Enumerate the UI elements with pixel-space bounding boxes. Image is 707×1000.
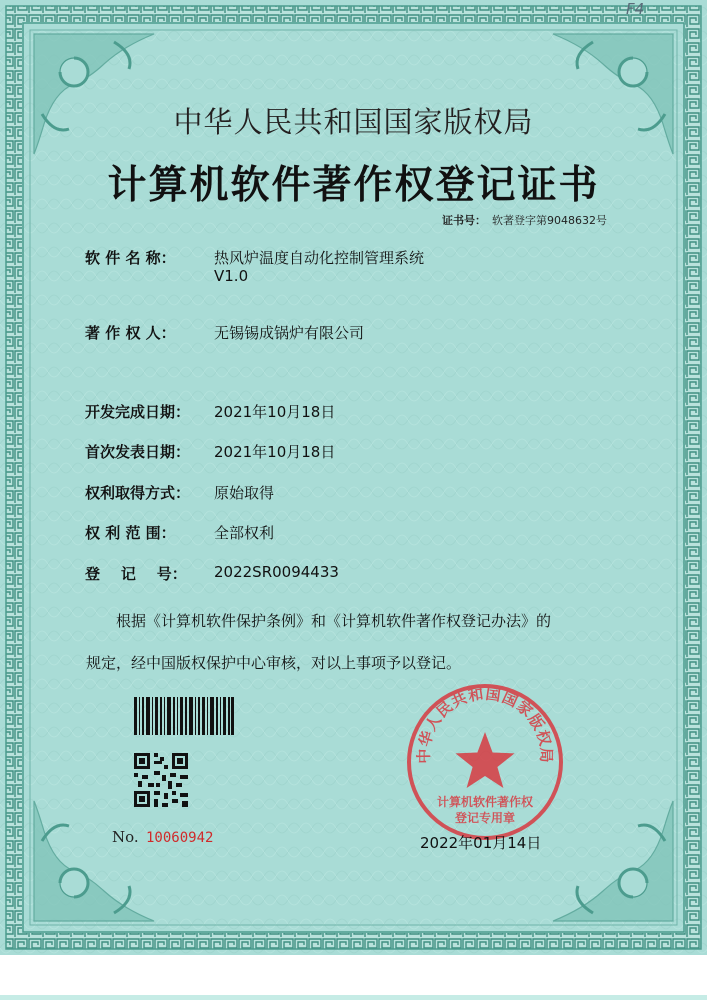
completion-date-value: 2021年10月18日 — [214, 403, 336, 421]
acquisition-method-value: 原始取得 — [214, 484, 275, 502]
certificate-number-label: 证书号： — [442, 214, 486, 227]
handwritten-mark: F4 — [626, 0, 645, 18]
rights-scope-label: 权 利 范 围： — [85, 524, 176, 542]
rights-scope-value: 全部权利 — [214, 524, 275, 542]
publication-date-value: 2021年10月18日 — [214, 443, 336, 461]
seal-bottom-text-1: 计算机软件著作权 — [436, 795, 534, 809]
barcode-icon — [134, 697, 234, 735]
seal-top-text: 中华人民共和国国家版权局 — [414, 684, 556, 764]
serial-number-value: 10060942 — [146, 830, 214, 846]
official-seal — [405, 682, 565, 842]
copyright-owner-value: 无锡锡成锅炉有限公司 — [214, 324, 365, 342]
certificate-number-value: 软著登字第9048632号 — [492, 214, 607, 227]
certificate-number — [442, 212, 607, 228]
software-name-value: 热风炉温度自动化控制管理系统 — [214, 249, 425, 267]
registration-number-value: 2022SR0094433 — [214, 563, 339, 581]
statement-line-2: 规定，经中国版权保护中心审核，对以上事项予以登记。 — [86, 654, 462, 672]
qr-code-icon — [134, 753, 188, 807]
issuer-title: 中华人民共和国国家版权局 — [173, 105, 534, 139]
certificate-title: 计算机软件著作权登记证书 — [107, 163, 600, 208]
publication-date-label: 首次发表日期： — [85, 443, 191, 461]
completion-date-label: 开发完成日期： — [85, 403, 191, 421]
seal-star-icon — [456, 732, 515, 788]
software-version-value: V1.0 — [214, 267, 249, 285]
issue-date: 2022年01月14日 — [420, 834, 542, 852]
seal-bottom-text-2: 登记专用章 — [454, 811, 516, 825]
software-name-label: 软 件 名 称： — [85, 249, 176, 267]
acquisition-method-label: 权利取得方式： — [85, 484, 191, 502]
page-edge-strip — [0, 995, 707, 1000]
serial-number-label: No. — [112, 828, 139, 846]
statement-line-1: 根据《计算机软件保护条例》和《计算机软件著作权登记办法》的 — [116, 612, 552, 630]
copyright-owner-label: 著 作 权 人： — [85, 324, 176, 342]
registration-number-label: 登 记 号： — [85, 565, 187, 583]
